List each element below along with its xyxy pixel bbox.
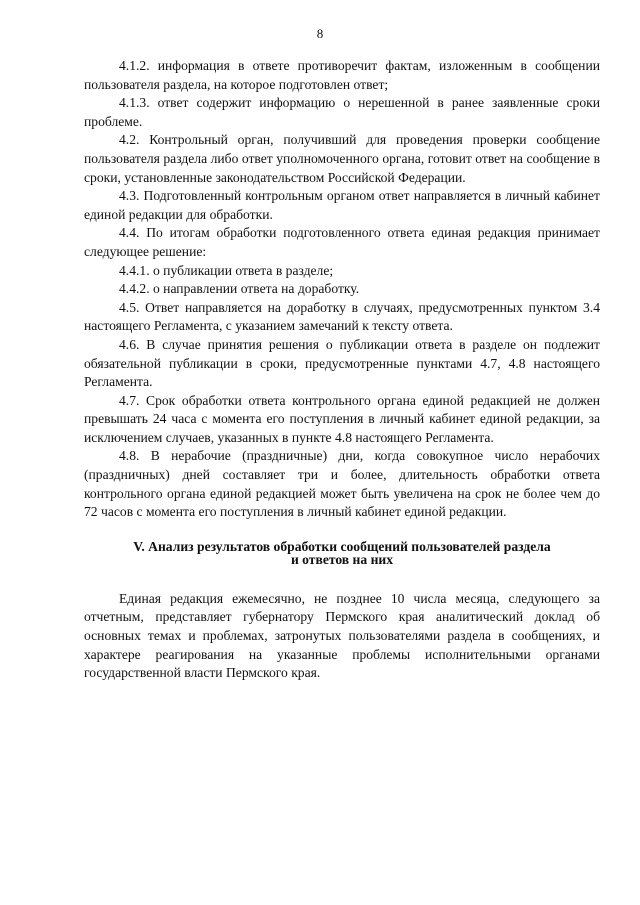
paragraph-4-4-1: 4.4.1. о публикации ответа в разделе;	[119, 262, 334, 278]
document-body	[84, 57, 600, 683]
paragraph-4-7: 4.7. Срок обработки ответа контрольного органа единой редакцией не должен превышать 24 часа с момента его поступления в личный кабинет единой редакции, за исключением случаев, указанных в пункте 4.8 настоящего Регламента.	[84, 392, 600, 445]
paragraph-4-5: 4.5. Ответ направляется на доработку в случаях, предусмотренных пунктом 3.4 настоящего Регламента, с указанием замечаний к тексту ответа.	[84, 299, 600, 334]
paragraph-4-1-3: 4.1.3. ответ содержит информацию о нерешенной в ранее заявленные сроки проблеме.	[84, 95, 600, 129]
section-title	[84, 540, 600, 566]
section-title-line-2: и ответов на них	[290, 551, 394, 567]
page-number: 8	[316, 26, 324, 41]
paragraph-4-6: 4.6. В случае принятия решения о публикации ответа в разделе он подлежит обязательной публикации в сроки, предусмотренные пунктами 4.7, 4.8 настоящего Регламента.	[84, 336, 600, 390]
paragraph-4-3: 4.3. Подготовленный контрольным органом ответ направляется в личный кабинет единой редакции для обработки.	[84, 188, 600, 222]
paragraph-4-2: 4.2. Контрольный орган, получивший для проведения проверки сообщение пользователя раздела либо ответ уполномоченного органа, готовит ответ на сообщение в сроки, установленные законодательством Российской Федерации.	[84, 132, 600, 185]
section-title-line-1: V. Анализ результатов обработки сообщений пользователей раздела	[133, 538, 551, 554]
section-paragraph: Единая редакция ежемесячно, не позднее 10 числа месяца, следующего за отчетным, представляет губернатору Пермского края аналитический доклад об основных темах и проблемах, затронутых пользователями раздела в сообщениях, и характере реагирования на указанные проблемы исполнительными органами государственной власти Пермского края.	[84, 590, 600, 681]
paragraph-4-8: 4.8. В нерабочие (праздничные) дни, когда совокупное число нерабочих (праздничных) дней составляет три и более, длительность обработки ответа контрольного органа единой редакцией может быть увеличена на срок не более чем до 72 часов с момента его поступления в личный кабинет единой редакции.	[84, 448, 600, 520]
paragraph-4-1-2: 4.1.2. информация в ответе противоречит фактам, изложенным в сообщении пользователя раздела, на которое подготовлен ответ;	[84, 58, 600, 92]
paragraph-4-4: 4.4. По итогам обработки подготовленного ответа единая редакция принимает следующее решение:	[84, 225, 600, 259]
paragraph-4-4-2: 4.4.2. о направлении ответа на доработку.	[119, 281, 360, 297]
